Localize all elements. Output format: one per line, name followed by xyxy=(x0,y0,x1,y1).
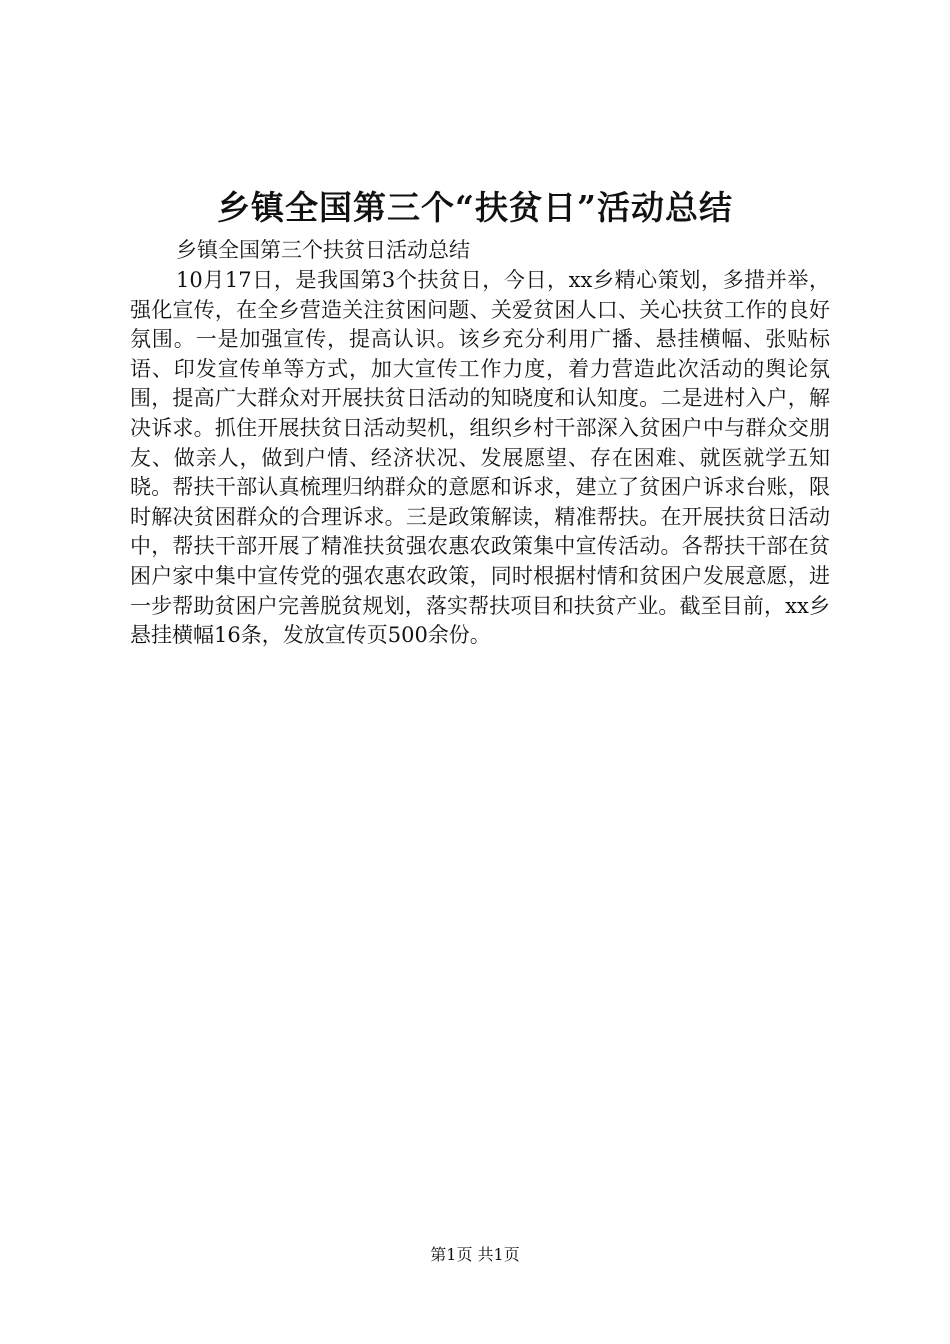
document-body: 10月17日，是我国第3个扶贫日，今日，xx乡精心策划，多措并举，强化宣传，在全乡营造关注贫困问题、关爱贫困人口、关心扶贫工作的良好氛围。一是加强宣传，提高认识。该乡充分利用广播、悬挂横幅、张贴标语、印发宣传单等方式，加大宣传工作力度，着力营造此次活动的舆论氛围，提高广大群众对开展扶贫日活动的知晓度和认知度。二是进村入户，解决诉求。抓住开展扶贫日活动契机，组织乡村干部深入贫困户中与群众交朋友、做亲人，做到户情、经济状况、发展愿望、存在困难、就医就学五知晓。帮扶干部认真梳理归纳群众的意愿和诉求，建立了贫困户诉求台账，限时解决贫困群众的合理诉求。三是政策解读，精准帮扶。在开展扶贫日活动中，帮扶干部开展了精准扶贫强农惠农政策集中宣传活动。各帮扶干部在贫困户家中集中宣传党的强农惠农政策，同时根据村情和贫困户发展意愿，进一步帮助贫困户完善脱贫规划，落实帮扶项目和扶贫产业。截至目前，xx乡悬挂横幅16条，发放宣传页500余份。 xyxy=(130,268,830,648)
page-footer: 第1页 共1页 xyxy=(430,1245,520,1264)
document-subtitle: 乡镇全国第三个扶贫日活动总结 xyxy=(176,238,470,262)
document-title: 乡镇全国第三个“扶贫日”活动总结 xyxy=(217,188,733,227)
